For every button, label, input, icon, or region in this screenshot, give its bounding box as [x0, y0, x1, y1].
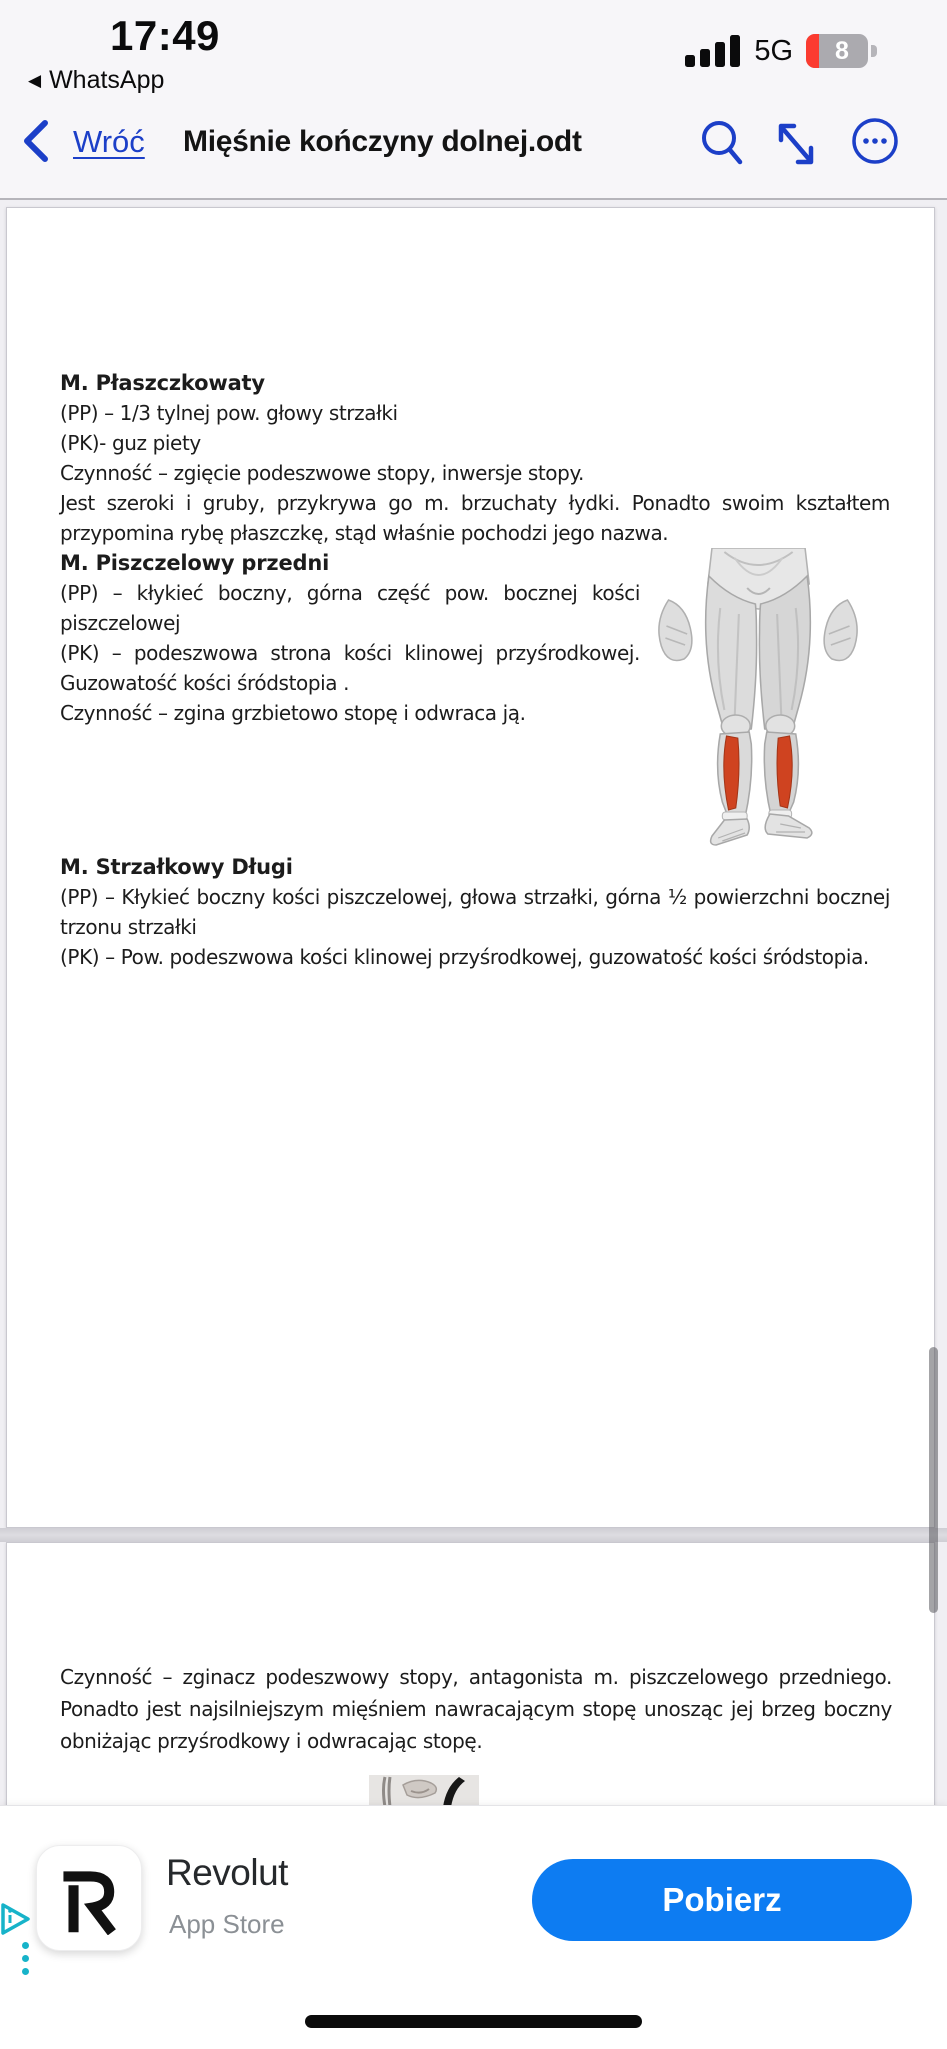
ad-dots-icon[interactable]: [22, 1942, 29, 1975]
paragraph: (PK) – podeszwowa strona kości klinowej przyśrodkowej. Guzowatość kości śródstopia .: [60, 641, 640, 695]
back-to-app-indicator[interactable]: [28, 66, 164, 95]
network-type-label: 5G: [754, 34, 793, 67]
search-icon[interactable]: [698, 116, 746, 168]
anatomy-image-partial: [369, 1775, 479, 1809]
paragraph: Czynność – zgina grzbietowo stopę i odwraca ją.: [60, 701, 526, 725]
revolut-logo-icon[interactable]: [36, 1845, 142, 1951]
scrollbar-thumb[interactable]: [929, 1347, 938, 1613]
paragraph: (PP) – Kłykieć boczny kości piszczelowej, głowa strzałki, górna ½ powierzchni bocznej trzonu strzałki: [60, 885, 890, 939]
battery-cap: [871, 45, 877, 57]
status-icons: [685, 34, 877, 68]
download-button[interactable]: Pobierz: [532, 1859, 912, 1941]
signal-bars-icon: [685, 34, 741, 68]
paragraph: (PK) – Pow. podeszwowa kości klinowej przyśrodkowej, guzowatość kości śródstopia.: [60, 945, 869, 969]
navigation-bar: [0, 108, 947, 174]
page-separator: [0, 1528, 947, 1542]
clock: 17:49: [110, 12, 220, 59]
section-heading: M. Strzałkowy Długi: [60, 855, 293, 879]
paragraph: Jest szeroki i gruby, przykrywa go m. brzuchaty łydki. Ponadto swoim kształtem przypomina rybę płaszczkę, stąd właśnie pochodzi jego nazwa.: [60, 491, 890, 545]
document-page-2[interactable]: [6, 1542, 935, 1822]
expand-icon[interactable]: [772, 116, 820, 168]
home-indicator[interactable]: [305, 2015, 642, 2028]
section-heading: M. Piszczelowy przedni: [60, 551, 330, 575]
more-options-icon[interactable]: [850, 114, 900, 168]
anatomy-image-lower-body: [652, 548, 864, 848]
section-heading: M. Płaszczkowaty: [60, 371, 265, 395]
ad-store-label: App Store: [169, 1909, 285, 1939]
ad-app-name[interactable]: Revolut: [166, 1852, 288, 1893]
paragraph: Czynność – zginacz podeszwowy stopy, antagonista m. piszczelowego przedniego. Ponadto jest najsilniejszym mięśniem nawracającym stopę unosząc jej brzeg boczny obniżając przyśrodkowy i odwracając stopę.: [60, 1665, 892, 1753]
paragraph: (PP) – kłykieć boczny, górna część pow. bocznej kości piszczelowej: [60, 581, 640, 635]
paragraph: (PP) – 1/3 tylnej pow. głowy strzałki: [60, 401, 398, 425]
back-chevron-icon[interactable]: [20, 118, 50, 164]
document-page-1[interactable]: [6, 207, 935, 1528]
paragraph: Czynność – zgięcie podeszwowe stopy, inwersje stopy.: [60, 461, 584, 485]
paragraph: (PK)- guz piety: [60, 431, 201, 455]
header: [0, 0, 947, 200]
back-triangle-icon: ◀: [28, 71, 42, 90]
back-app-label: WhatsApp: [49, 66, 165, 94]
battery-percent-label: 8: [835, 36, 849, 65]
document-title: Mięśnie kończyny dolnej.odt: [183, 125, 582, 158]
adchoices-icon[interactable]: [0, 1901, 34, 1937]
page1-text: [60, 368, 890, 972]
ad-banner[interactable]: [0, 1805, 947, 2049]
back-link[interactable]: Wróć: [73, 124, 145, 159]
battery-icon: [806, 34, 868, 68]
